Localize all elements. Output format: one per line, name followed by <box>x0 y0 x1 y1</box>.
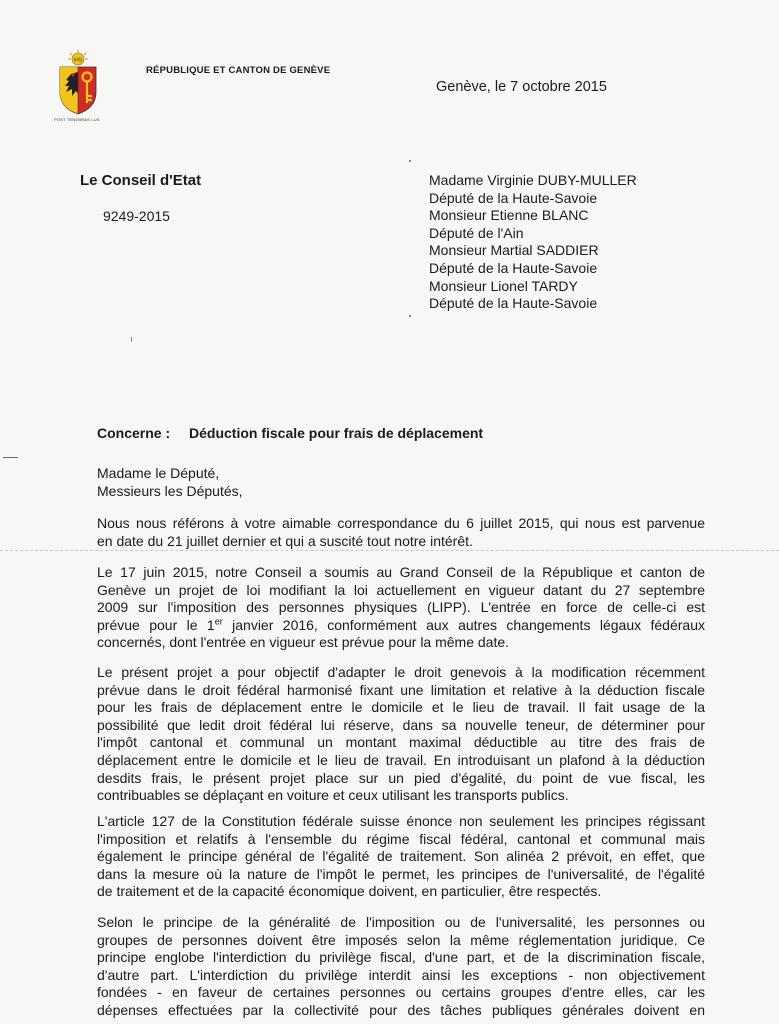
salutation <box>97 465 243 500</box>
recipient-line: Député de la Haute-Savoie <box>429 259 598 276</box>
recipient-line: Monsieur Martial SADDIER <box>429 242 599 259</box>
paragraph-line: 2009 sur l'imposition des personnes physiques (LIPP). L'entrée en force de celle-ci est <box>97 599 705 616</box>
ordinal-superscript: er <box>214 616 223 627</box>
paragraph-line: L'article 127 de la Constitution fédérale suisse énonce non seulement les principes régissant <box>97 813 705 829</box>
paragraph-line: Le présent projet a pour objectif d'adapter le droit genevois à la modification récemment <box>97 664 705 680</box>
salutation-line: Messieurs les Députés, <box>97 482 243 499</box>
sender-name: Le Conseil d'Etat <box>80 172 202 189</box>
coat-of-arms-motto: POST TENEBRAS LUX <box>54 117 100 122</box>
paragraph-line: d'autre part. L'interdiction du privilège interdit ainsi les exceptions - non objectivement <box>97 966 705 983</box>
body-paragraph <box>97 813 705 901</box>
subject-label: Concerne : <box>97 425 171 441</box>
recipient-line: Monsieur Etienne BLANC <box>429 207 589 224</box>
body-paragraph <box>97 914 705 1020</box>
letter-date: Genève, le 7 octobre 2015 <box>436 79 607 95</box>
paragraph-line: déplacement entre le domicile et le lieu de travail. En introduisant un plafond à la déduction <box>97 751 705 768</box>
body-paragraph <box>97 515 705 550</box>
paragraph-line: pour les frais de déplacement entre le domicile et le lieu de travail. Il fait usage de la <box>97 699 705 716</box>
republic-heading: RÉPUBLIQUE ET CANTON DE GENÈVE <box>146 65 331 76</box>
scan-speck <box>409 315 411 317</box>
recipient-line: Député de l'Ain <box>429 224 524 241</box>
paragraph-line: dans la mesure où la nature de l'impôt le permet, les principes de l'universalité, de l'égalité <box>97 865 705 882</box>
recipient-line: Madame Virginie DUBY-MULLER <box>429 172 637 188</box>
paragraph-line: possibilité que ledit droit fédéral lui réserve, dans sa nouvelle teneur, de déterminer pour <box>97 716 705 733</box>
recipient-line: Député de la Haute-Savoie <box>429 295 598 312</box>
paragraph-line: également le principe général de l'égalité de traitement. Son alinéa 2 prévoit, en effet, que <box>97 848 705 865</box>
body-paragraph <box>97 664 705 805</box>
paragraph-line: contribuables se déplaçant en voiture et ceux utilisant les transports publics. <box>97 787 569 804</box>
paragraph-line: prévue pour le 1er janvier 2016, conformément aux autres changements légaux fédéraux <box>97 616 705 633</box>
paragraph-line: dépenses effectuées par la collectivité pour des tâches publiques générales doivent en <box>97 1001 705 1018</box>
paragraph-line: groupes de personnes doivent être imposés selon la même réglementation juridique. Ce <box>97 931 705 948</box>
paragraph-line: fondées - en faveur de certaines personnes ou certains groupes d'entre elles, car les <box>97 984 705 1001</box>
paragraph-line: de traitement et de la capacité économique doivent, en particulier, être respectés. <box>97 883 602 900</box>
paragraph-line: desdits frais, le présent projet place sur un pied d'égalité, du point de vue fiscal, les <box>97 769 705 786</box>
paragraph-line: Selon le principe de la généralité de l'imposition ou de l'universalité, les personnes ou <box>97 914 705 930</box>
recipient-line: Député de la Haute-Savoie <box>429 189 598 206</box>
paragraph-line: en date du 21 juillet dernier et qui a suscité tout notre intérêt. <box>97 532 473 549</box>
geneva-coat-of-arms-icon <box>57 50 99 116</box>
svg-text:IHS: IHS <box>73 57 83 64</box>
recipient-block <box>429 172 637 313</box>
paragraph-line: prévue dans le droit fédéral harmonisé fixant une limitation et relative à la déduction fiscale <box>97 681 705 698</box>
paragraph-line: Le 17 juin 2015, notre Conseil a soumis au Grand Conseil de la République et canton de <box>97 564 705 580</box>
salutation-line: Madame le Député, <box>97 465 220 481</box>
body-paragraph <box>97 564 705 652</box>
subject-text: Déduction fiscale pour frais de déplacement <box>189 425 484 441</box>
scan-speck <box>409 160 411 162</box>
paragraph-line: Nous nous référons à votre aimable correspondance du 6 juillet 2015, qui nous est parvenue <box>97 515 705 531</box>
paragraph-line: concernés, dont l'entrée en vigueur est prévue pour la même date. <box>97 634 510 651</box>
reference-number: 9249-2015 <box>103 208 170 224</box>
paragraph-line: principe englobe l'interdiction du privilège fiscal, d'une part, et de la discrimination fiscale, <box>97 949 705 966</box>
punch-mark <box>3 457 18 458</box>
scan-mark <box>131 337 132 342</box>
recipient-line: Monsieur Lionel TARDY <box>429 277 578 294</box>
paragraph-line: l'impôt cantonal et communal un montant maximal déductible au titre des frais de <box>97 734 705 751</box>
paragraph-line: l'imposition et relatifs à l'ensemble du régime fiscal fédéral, cantonal et communal mais <box>97 830 705 847</box>
paragraph-line: Genève un projet de loi modifiant la loi actuellement en vigueur datant du 27 septembre <box>97 581 705 598</box>
